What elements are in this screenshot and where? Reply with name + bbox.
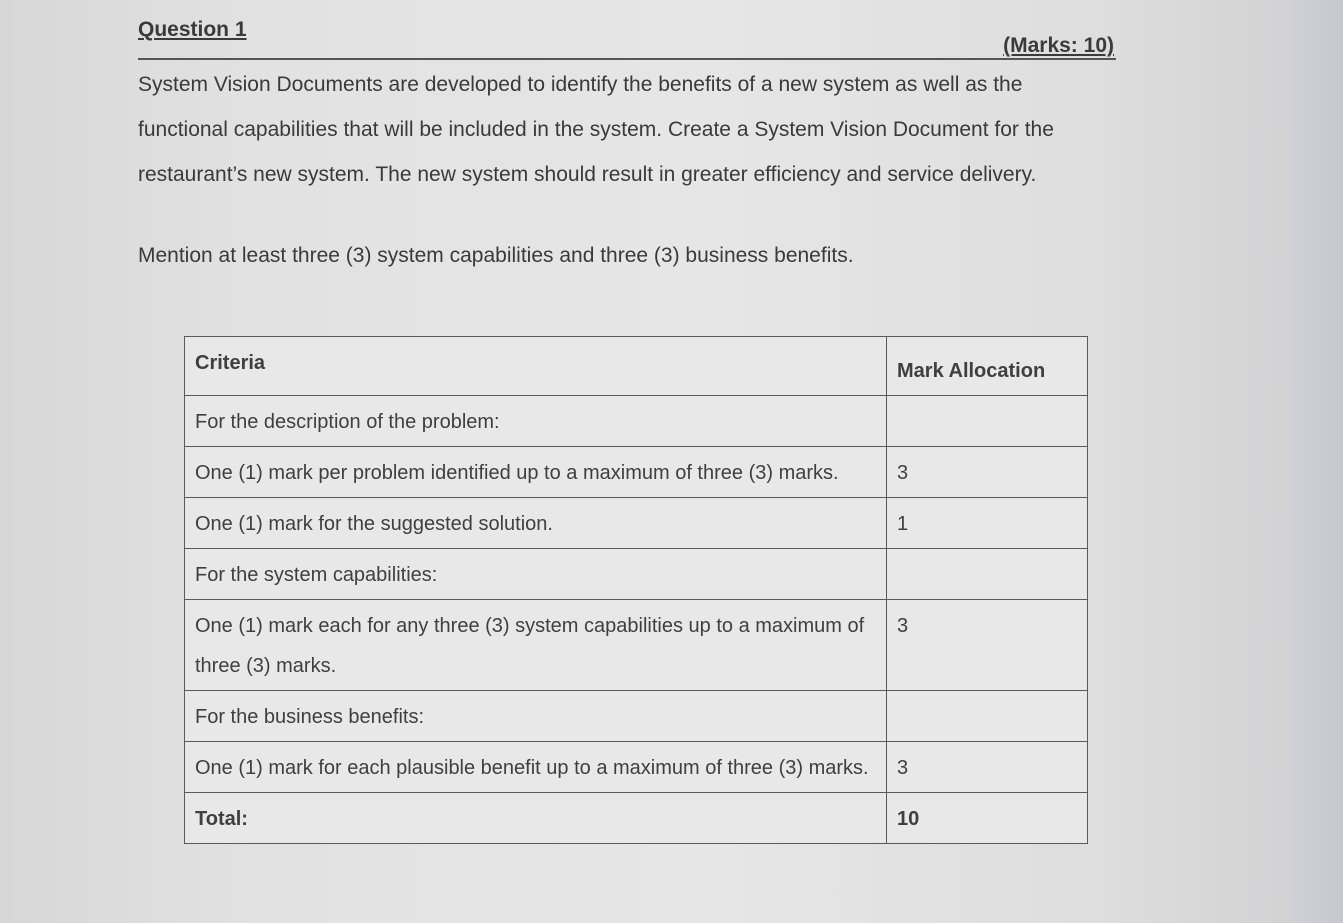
- marks-label: (Marks: 10): [1003, 34, 1114, 57]
- table-row: [185, 742, 1088, 793]
- table-row: [185, 600, 1088, 691]
- criteria-cell: One (1) mark per problem identified up to a maximum of three (3) marks.: [185, 447, 887, 498]
- mark-allocation-header: Mark Allocation: [887, 337, 1088, 396]
- table-header-row: [185, 337, 1088, 396]
- mark-cell: [887, 396, 1088, 447]
- question-header: [138, 18, 1116, 60]
- mention-text: Mention at least three (3) system capabilities and three (3) business benefits.: [138, 244, 854, 267]
- question-paragraph: [138, 62, 1098, 197]
- criteria-cell: For the description of the problem:: [185, 396, 887, 447]
- table-row: [185, 549, 1088, 600]
- criteria-header: Criteria: [185, 337, 887, 396]
- mark-cell: 1: [887, 498, 1088, 549]
- total-label: Total:: [185, 793, 887, 844]
- criteria-cell: One (1) mark each for any three (3) system capabilities up to a maximum of three (3) marks.: [185, 600, 887, 691]
- table-row: [185, 396, 1088, 447]
- criteria-cell: For the system capabilities:: [185, 549, 887, 600]
- paragraph-text: System Vision Documents are developed to identify the benefits of a new system as well as the functional capabilities that will be included in the system. Create a System Vision Document for the restaurant’s new system. The new system should result in greater efficiency and service delivery.: [138, 73, 1054, 186]
- criteria-cell: One (1) mark for each plausible benefit up to a maximum of three (3) marks.: [185, 742, 887, 793]
- mark-cell: 3: [887, 600, 1088, 691]
- total-value: 10: [887, 793, 1088, 844]
- table-row: [185, 691, 1088, 742]
- total-row: [185, 793, 1088, 844]
- table-row: [185, 498, 1088, 549]
- mark-cell: 3: [887, 447, 1088, 498]
- criteria-table: [184, 336, 1088, 844]
- page-edge: [1290, 0, 1343, 923]
- table-row: [185, 447, 1088, 498]
- mark-cell: [887, 691, 1088, 742]
- criteria-cell: One (1) mark for the suggested solution.: [185, 498, 887, 549]
- question-title: Question 1: [138, 18, 247, 41]
- criteria-cell: For the business benefits:: [185, 691, 887, 742]
- mark-cell: [887, 549, 1088, 600]
- mark-cell: 3: [887, 742, 1088, 793]
